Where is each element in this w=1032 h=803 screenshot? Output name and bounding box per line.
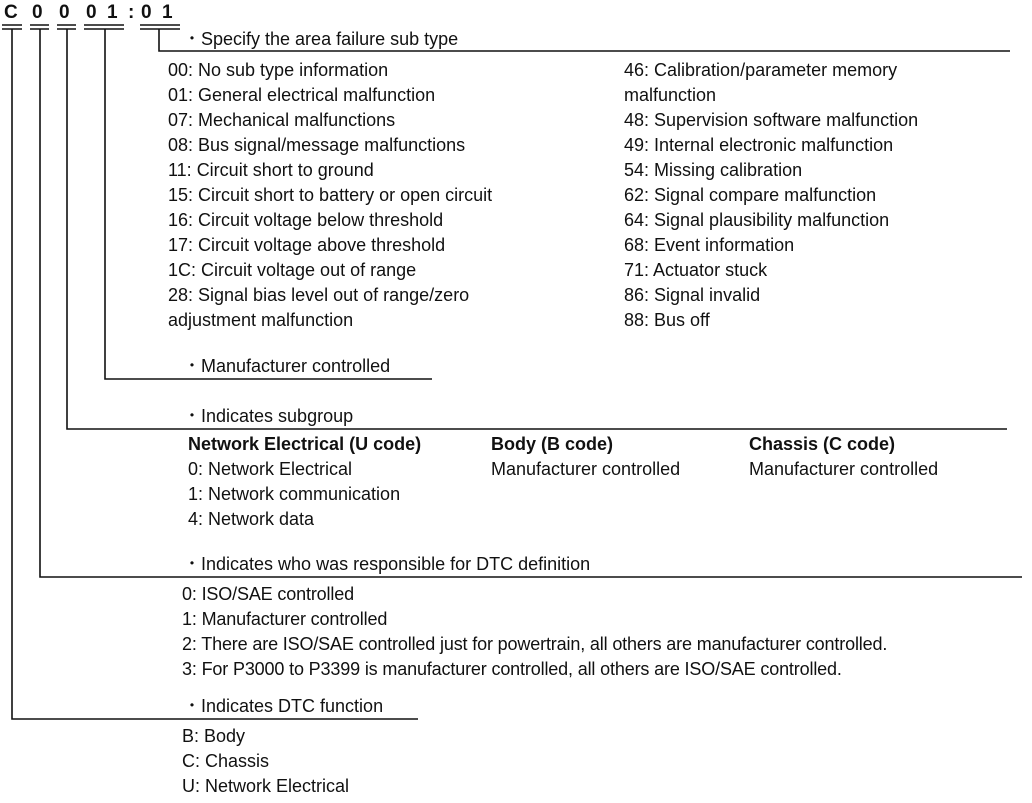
- responsible-list: [182, 582, 887, 682]
- list-item: 15: Circuit short to battery or open circuit: [168, 185, 493, 205]
- list-item: 68: Event information: [624, 235, 795, 255]
- code-char-responsible: 0: [32, 2, 43, 23]
- code-char-subtype-2: 1: [162, 2, 173, 23]
- list-item: 11: Circuit short to ground: [168, 160, 374, 180]
- code-char-manufacturer-2: 1: [107, 2, 118, 23]
- list-item: 88: Bus off: [624, 310, 710, 330]
- list-item: 28: Signal bias level out of range/zero: [168, 285, 470, 305]
- list-item: 49: Internal electronic malfunction: [624, 135, 894, 155]
- function-list: [182, 724, 349, 799]
- list-item: malfunction: [624, 85, 717, 105]
- code-char-manufacturer-1: 0: [86, 2, 97, 23]
- subgroup-heading: ・Indicates subgroup: [183, 406, 354, 426]
- list-item: 0: ISO/SAE controlled: [182, 584, 354, 604]
- subgroup-column-title: Body (B code): [491, 434, 614, 454]
- list-item: 07: Mechanical malfunctions: [168, 110, 396, 130]
- list-item: adjustment malfunction: [168, 310, 354, 330]
- list-item: 01: General electrical malfunction: [168, 85, 436, 105]
- list-item: 1: Network communication: [188, 484, 401, 504]
- manufacturer-heading: ・Manufacturer controlled: [183, 356, 391, 376]
- code-separator-colon: :: [128, 2, 135, 23]
- list-item: 86: Signal invalid: [624, 285, 761, 305]
- list-item: 17: Circuit voltage above threshold: [168, 235, 446, 255]
- list-item: 4: Network data: [188, 509, 315, 529]
- list-item: 48: Supervision software malfunction: [624, 110, 919, 130]
- list-item: 54: Missing calibration: [624, 160, 803, 180]
- function-heading: ・Indicates DTC function: [183, 696, 384, 716]
- list-item: 64: Signal plausibility malfunction: [624, 210, 890, 230]
- list-item: B: Body: [182, 726, 246, 746]
- list-item: 16: Circuit voltage below threshold: [168, 210, 444, 230]
- code-char-function: C: [4, 2, 18, 23]
- list-item: 1: Manufacturer controlled: [182, 609, 388, 629]
- list-item: 3: For P3000 to P3399 is manufacturer controlled, all others are ISO/SAE controlled.: [182, 659, 842, 679]
- list-item: 46: Calibration/parameter memory: [624, 60, 898, 80]
- subgroup-column-c: [749, 432, 938, 482]
- subgroup-column-title: Network Electrical (U code): [188, 434, 422, 454]
- code-char-subtype-1: 0: [141, 2, 152, 23]
- list-item: 0: Network Electrical: [188, 459, 353, 479]
- list-item: 1C: Circuit voltage out of range: [168, 260, 417, 280]
- subtype-heading: ・Specify the area failure sub type: [183, 29, 459, 49]
- list-item: 62: Signal compare malfunction: [624, 185, 877, 205]
- list-item: 08: Bus signal/message malfunctions: [168, 135, 466, 155]
- responsible-heading: ・Indicates who was responsible for DTC definition: [183, 554, 591, 574]
- list-item: Manufacturer controlled: [491, 459, 681, 479]
- list-item: C: Chassis: [182, 751, 270, 771]
- subgroup-column-title: Chassis (C code): [749, 434, 896, 454]
- list-item: 00: No sub type information: [168, 60, 389, 80]
- code-char-subgroup: 0: [59, 2, 70, 23]
- subtype-list-left: [168, 58, 492, 333]
- code-underlines: [2, 25, 180, 29]
- list-item: Manufacturer controlled: [749, 459, 939, 479]
- list-item: 71: Actuator stuck: [624, 260, 768, 280]
- subgroup-column-u: [188, 432, 421, 532]
- list-item: U: Network Electrical: [182, 776, 350, 796]
- subgroup-column-b: [491, 432, 680, 482]
- subtype-list-right: [624, 58, 918, 333]
- list-item: 2: There are ISO/SAE controlled just for powertrain, all others are manufacturer controlled.: [182, 634, 888, 654]
